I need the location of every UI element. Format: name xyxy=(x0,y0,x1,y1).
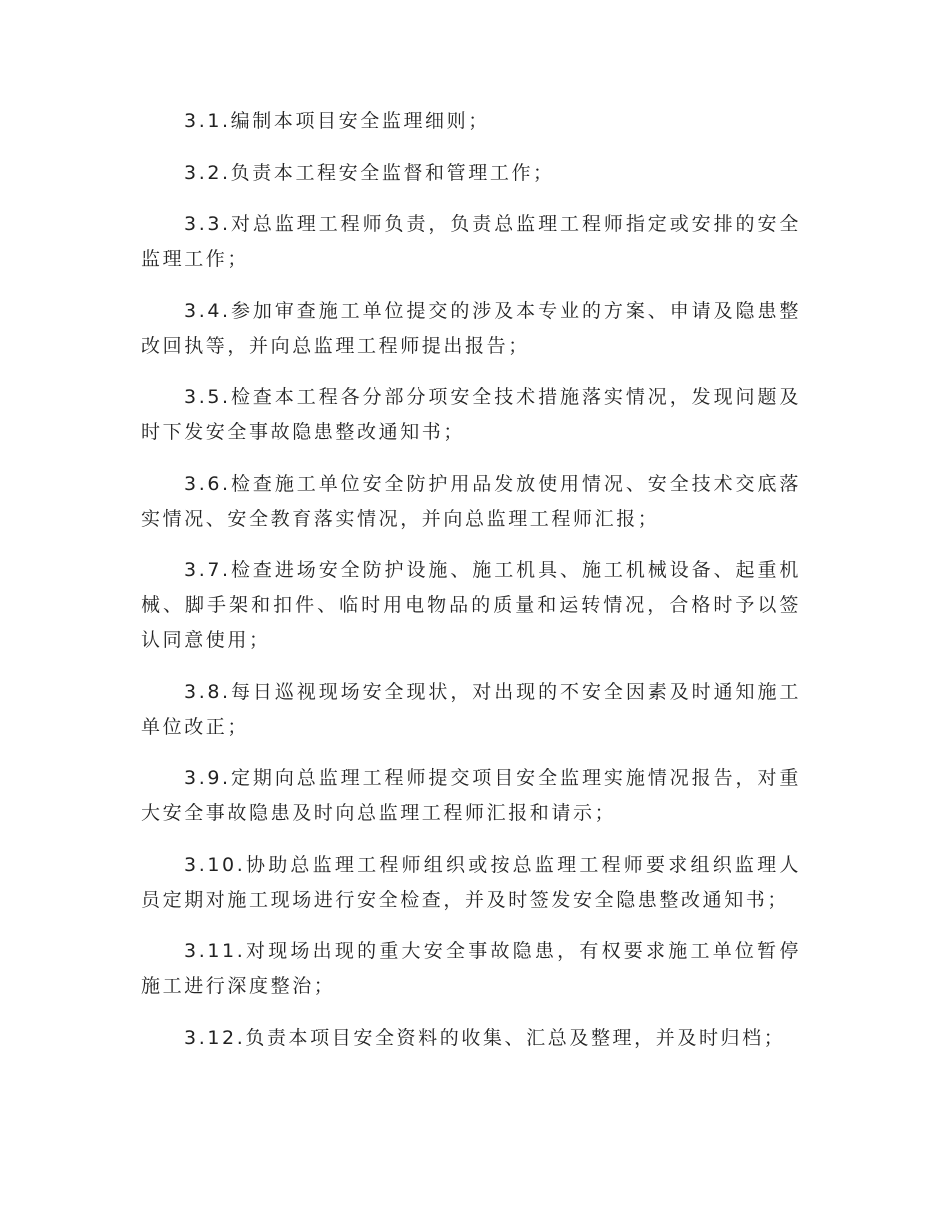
paragraph-3-6: 3.6.检查施工单位安全防护用品发放使用情况、安全技术交底落实情况、安全教育落实情况，并向总监理工程师汇报； xyxy=(141,472,801,530)
paragraph-3-1: 3.1.编制本项目安全监理细则； xyxy=(184,110,490,132)
paragraph-3-2: 3.2.负责本工程安全监督和管理工作； xyxy=(184,161,555,184)
paragraph-3-10: 3.10.协助总监理工程师组织或按总监理工程师要求组织监理人员定期对施工现场进行安全检查，并及时签发安全隐患整改通知书； xyxy=(141,853,801,911)
document-body xyxy=(141,104,801,1072)
paragraph-3-11: 3.11.对现场出现的重大安全事故隐患，有权要求施工单位暂停施工进行深度整治； xyxy=(141,940,801,997)
paragraph-3-8: 3.8.每日巡视现场安全现状，对出现的不安全因素及时通知施工单位改正； xyxy=(141,680,801,738)
paragraph-3-9: 3.9.定期向总监理工程师提交项目安全监理实施情况报告，对重大安全事故隐患及时向总监理工程师汇报和请示； xyxy=(141,767,801,824)
paragraph-3-4: 3.4.参加审查施工单位提交的涉及本专业的方案、申请及隐患整改回执等，并向总监理工程师提出报告； xyxy=(141,299,801,357)
paragraph-3-5: 3.5.检查本工程各分部分项安全技术措施落实情况，发现问题及时下发安全事故隐患整改通知书； xyxy=(141,386,801,443)
paragraph-3-3: 3.3.对总监理工程师负责，负责总监理工程师指定或安排的安全监理工作； xyxy=(141,213,801,270)
paragraph-3-12: 3.12.负责本项目安全资料的收集、汇总及整理，并及时归档； xyxy=(184,1026,786,1049)
paragraph-3-7: 3.7.检查进场安全防护设施、施工机具、施工机械设备、起重机械、脚手架和扣件、临时用电物品的质量和运转情况，合格时予以签认同意使用； xyxy=(141,559,801,651)
